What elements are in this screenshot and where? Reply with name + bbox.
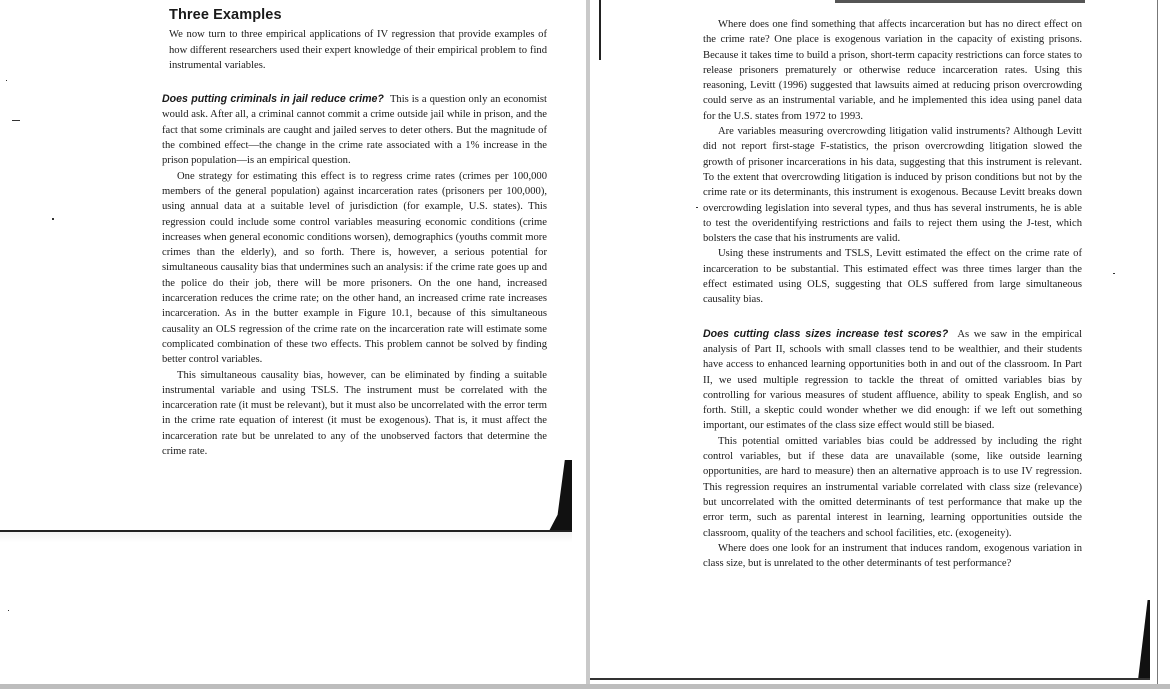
paragraph: This potential omitted variables bias could be addressed by including the right control variables, but if these data are unavailable (some, like outside learning opportunities, are hard to measure) then an alternative approach is to use IV regression. This regression requires an instrumental variable correlated with class size (relevance) but uncorrelated with the omitted determinants of test performance that make up the error term, such as parental interest in learning, learning opportunities outside the classroom, quality of the teachers and school facilities, etc. (exogeneity). [703,435,1082,539]
scan-mark [1113,273,1115,274]
page-edge [590,678,1150,680]
paragraph: Where does one find something that affects incarceration but has no direct effect on the crime rate? One place is exogenous variation in the capacity of existing prisons. Because it takes time to build a prison, short-term capacity restrictions can force states to release prisoners prematurely or otherwise reduce incarceration rates. Using this reasoning, Levitt (1996) suggested that lawsuits aimed at reducing prison overcrowding could serve as an instrumental variable, and he implemented this idea using panel data for the U.S. states from 1972 to 1993. [703,19,1082,122]
page-edge [0,530,572,542]
scan-shadow [548,460,572,533]
paragraph: Using these instruments and TSLS, Levitt estimated the effect on the crime rate of incarceration to be substantial. This estimated effect was three times larger than the effect estimated using OLS, suggesting that OLS suffered from large simultaneous causality bias. [703,248,1082,306]
scan-mark [6,80,7,81]
scan-shadow [1138,600,1150,680]
paragraph-text: As we saw in the empirical analysis of Part II, schools with small classes tend to be wealthier, and their students have access to enhanced learning opportunities both in and out of the classroom. In Part II, we used multiple regression to tackle the threat of omitted variables bias by controlling for various measures of student affluence, ability to speak English, and so forth. Still, a skeptic could wonder whether we did enough: if we left out something important, our estimates of the class size effect would still be biased. [703,328,1083,432]
left-page-text [162,8,547,459]
paragraph: This simultaneous causality bias, however, can be eliminated by finding a suitable instrumental variable and using TSLS. The instrument must be correlated with the incarceration rate (it must be relevant), but it must also be uncorrelated with the error term in the crime rate equation of interest (it must be exogenous). That is, it must affect the incarceration rate but be unrelated to any of the unobserved factors that determine the crime rate. [162,369,547,458]
paragraph-text: This is a question only an economist would ask. After all, a criminal cannot commit a crime outside jail while in prison, and the fact that some criminals are caught and jailed serves to deter others. But the magnitude of the combined effect—the change in the crime rate associated with a 1% increase in the prison population—is an empirical question. [162,94,547,167]
scan-mark [52,218,54,220]
intro-paragraph: We now turn to three empirical applications of IV regression that provide examples of how different researchers used their expert knowledge of their empirical problem to find instrumental variables. [169,29,547,71]
section-title: Three Examples [169,7,282,23]
left-page [0,0,586,684]
example-paragraph [703,327,1082,434]
cropped-running-header [835,0,1085,3]
paragraph: Are variables measuring overcrowding litigation valid instruments? Although Levitt did not report first-stage F-statistics, the prison overcrowding litigation slowed the growth of prisoner incarcerations in his data, suggesting that this instrument is relevant. To the extent that overcrowding litigation is induced by prison conditions but not by the crime rate or its determinants, this instrument is exogenous. Because Levitt breaks down overcrowding legislation into several types, and thus has several instruments, he is able to test the overidentifying restrictions and fails to reject them using the J-test, which bolsters the case that his instruments are valid. [703,126,1082,245]
right-page-text [703,17,1082,571]
scan-mark [8,610,9,611]
binding-edge [599,0,601,60]
example-heading: Does putting criminals in jail reduce crime? [162,93,384,106]
example-paragraph [162,92,547,168]
scan-mark [12,120,20,121]
example-heading: Does cutting class sizes increase test scores? [703,327,949,340]
right-page [590,0,1170,684]
scan-mark [696,207,698,208]
page-edge [1157,0,1158,684]
paragraph: Where does one look for an instrument that induces random, exogenous variation in class size, but is unrelated to the other determinants of test performance? [703,542,1082,570]
paragraph: One strategy for estimating this effect is to regress crime rates (crimes per 100,000 members of the general population) against incarceration rates (prisoners per 100,000), using annual data at a suitable level of jurisdiction (for example, U.S. states). This regression could include some control variables measuring economic conditions (crime increases when general economic conditions worsen), demographics (youths commit more crimes than the elderly), and so forth. There is, however, a serious potential for simultaneous causality bias that undermines such an analysis: if the crime rate goes up and the police do their job, there will be more prisoners. On the one hand, increased incarceration reduces the crime rate; on the other hand, an increased crime rate increases incarceration. As in the butter example in Figure 10.1, because of this simultaneous causality an OLS regression of the crime rate on the incarceration rate will estimate some complicated combination of these two effects. This problem cannot be solved by finding better control variables. [162,170,547,366]
viewer-bottom-bar [0,684,1170,689]
